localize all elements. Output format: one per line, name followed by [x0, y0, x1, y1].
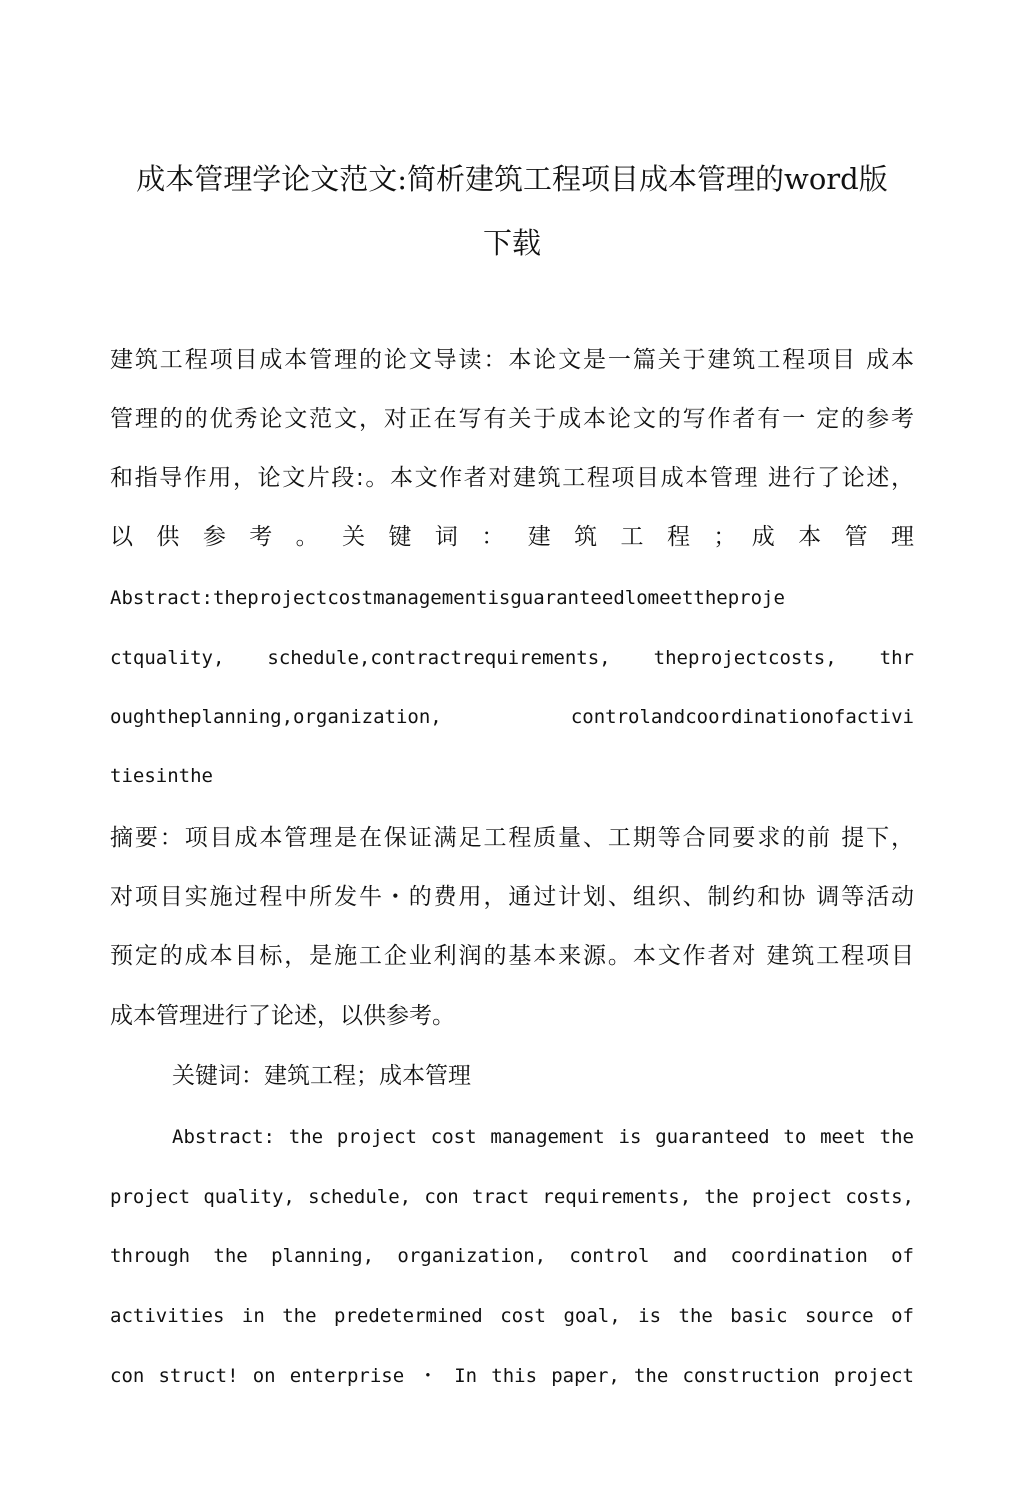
abstract-compact-line-4: tiesinthe [110, 765, 213, 787]
abstract-line-5: con struct! on enterprise ・ In this paper, the construction project [110, 1365, 914, 1387]
abstract-line-3: through the planning, organization, control and coordination of [110, 1245, 914, 1267]
intro-line-1: 建筑工程项目成本管理的论文导读：本论文是一篇关于建筑工程项目 成本 [110, 347, 914, 373]
keywords-line: 关键词：建筑工程；成本管理 [172, 1063, 471, 1089]
summary-line-4: 成本管理进行了论述，以供参考。 [110, 1003, 455, 1029]
abstract-compact-line-3: oughtheplanning,organization, controlandcoordinationofactivi [110, 706, 914, 728]
summary-line-1: 摘要：项目成本管理是在保证满足工程质量、工期等合同要求的前 提下， [110, 825, 914, 851]
abstract-line-1: Abstract: the project cost management is guaranteed to meet the [172, 1126, 914, 1148]
summary-line-3: 预定的成本目标，是施工企业利润的基本来源。本文作者对 建筑工程项目 [110, 943, 914, 969]
abstract-compact-line-1: Abstract:theprojectcostmanagementisguaranteedlomeettheproje [110, 587, 785, 609]
abstract-line-2: project quality, schedule, con tract requirements, the project costs, [110, 1186, 914, 1208]
summary-line-2: 对项目实施过程中所发牛・的费用，通过计划、组织、制约和协 调等活动 [110, 884, 914, 910]
document-title-line-1: 成本管理学论文范文:简析建筑工程项目成本管理的word版 [136, 162, 888, 196]
intro-line-3: 和指导作用，论文片段:。本文作者对建筑工程项目成本管理 进行了论述， [110, 465, 914, 491]
intro-line-4: 以 供 参 考 。 关 键 词 ： 建 筑 工 程 ； 成 本 管 理 [110, 524, 914, 550]
abstract-line-4: activities in the predetermined cost goal, is the basic source of [110, 1305, 914, 1327]
document-title-line-2: 下载 [482, 226, 541, 260]
abstract-compact-line-2: ctquality, schedule,contractrequirements, theprojectcosts, thr [110, 647, 914, 669]
intro-line-2: 管理的的优秀论文范文，对正在写有关于成本论文的写作者有一 定的参考 [110, 406, 914, 432]
